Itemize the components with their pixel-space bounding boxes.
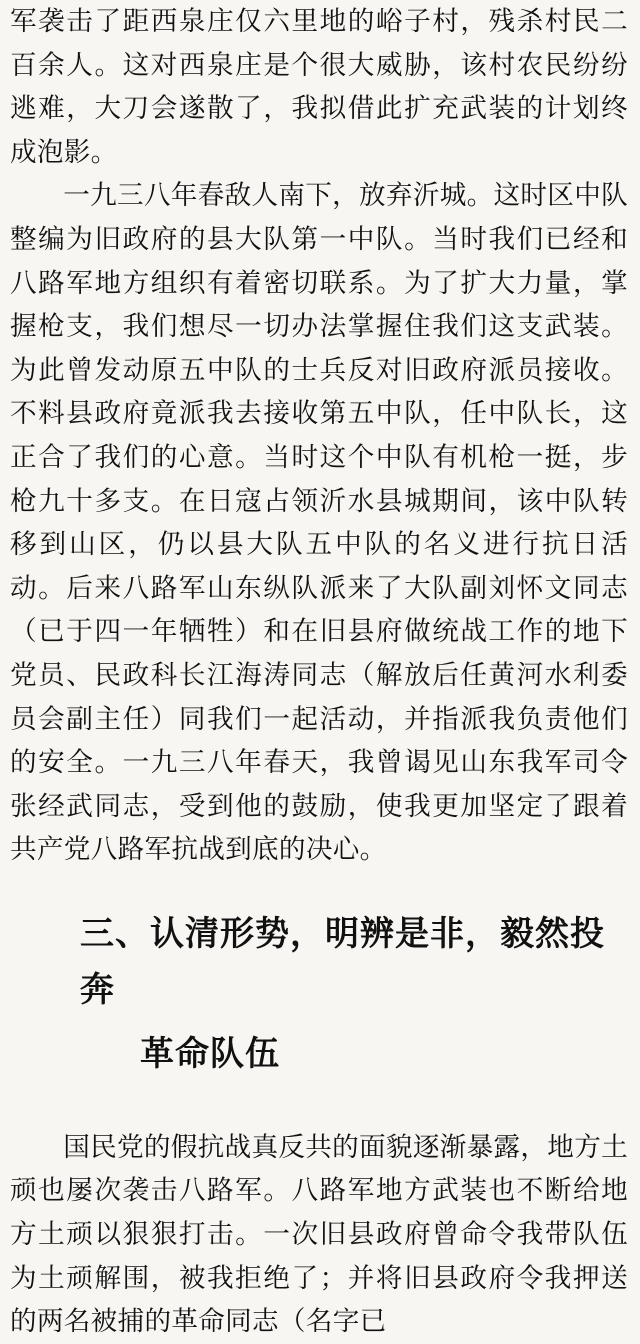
paragraph-3: 国民党的假抗战真反共的面貌逐渐暴露，地方土顽也屡次袭击八路军。八路军地方武装也不断给地方土顽以狠狠打击。一次旧县政府曾命令我带队伍为土顽解围，被我拒绝了；并将旧县政府令我押送的两名被捕的革命同志（名字已	[10, 1131, 628, 1338]
section-heading-line-1: 三、认清形势，明辨是非，毅然投奔	[80, 913, 605, 1010]
paragraph-1: 军袭击了距西泉庄仅六里地的峪子村，残杀村民二百余人。这对西泉庄是个很大威胁，该村农民纷纷逃难，大刀会遂散了，我拟借此扩充武装的计划终成泡影。	[10, 6, 628, 168]
paragraph-2: 一九三八年春敌人南下，放弃沂城。这时区中队整编为旧政府的县大队第一中队。当时我们已经和八路军地方组织有着密切联系。为了扩大力量，掌握枪支，我们想尽一切办法掌握住我们这支武装。为此曾发动原五中队的士兵反对旧政府派员接收。不料县政府竟派我去接收第五中队，任中队长，这正合了我们的心意。当时这个中队有机枪一挺，步枪九十多支。在日寇占领沂水县城期间，该中队转移到山区，仍以县大队五中队的名义进行抗日活动。后来八路军山东纵队派来了大队副刘怀文同志（已于四一年牺牲）和在旧县府做统战工作的地下党员、民政科长江海涛同志（解放后任黄河水利委员会副主任）同我们一起活动，并指派我负责他们的安全。一九三八年春天，我曾谒见山东我军司令张经武同志，受到他的鼓励，使我更加坚定了跟着共产党八路军抗战到底的决心。	[10, 180, 628, 866]
section-heading-line-2: 革命队伍	[140, 1033, 280, 1074]
